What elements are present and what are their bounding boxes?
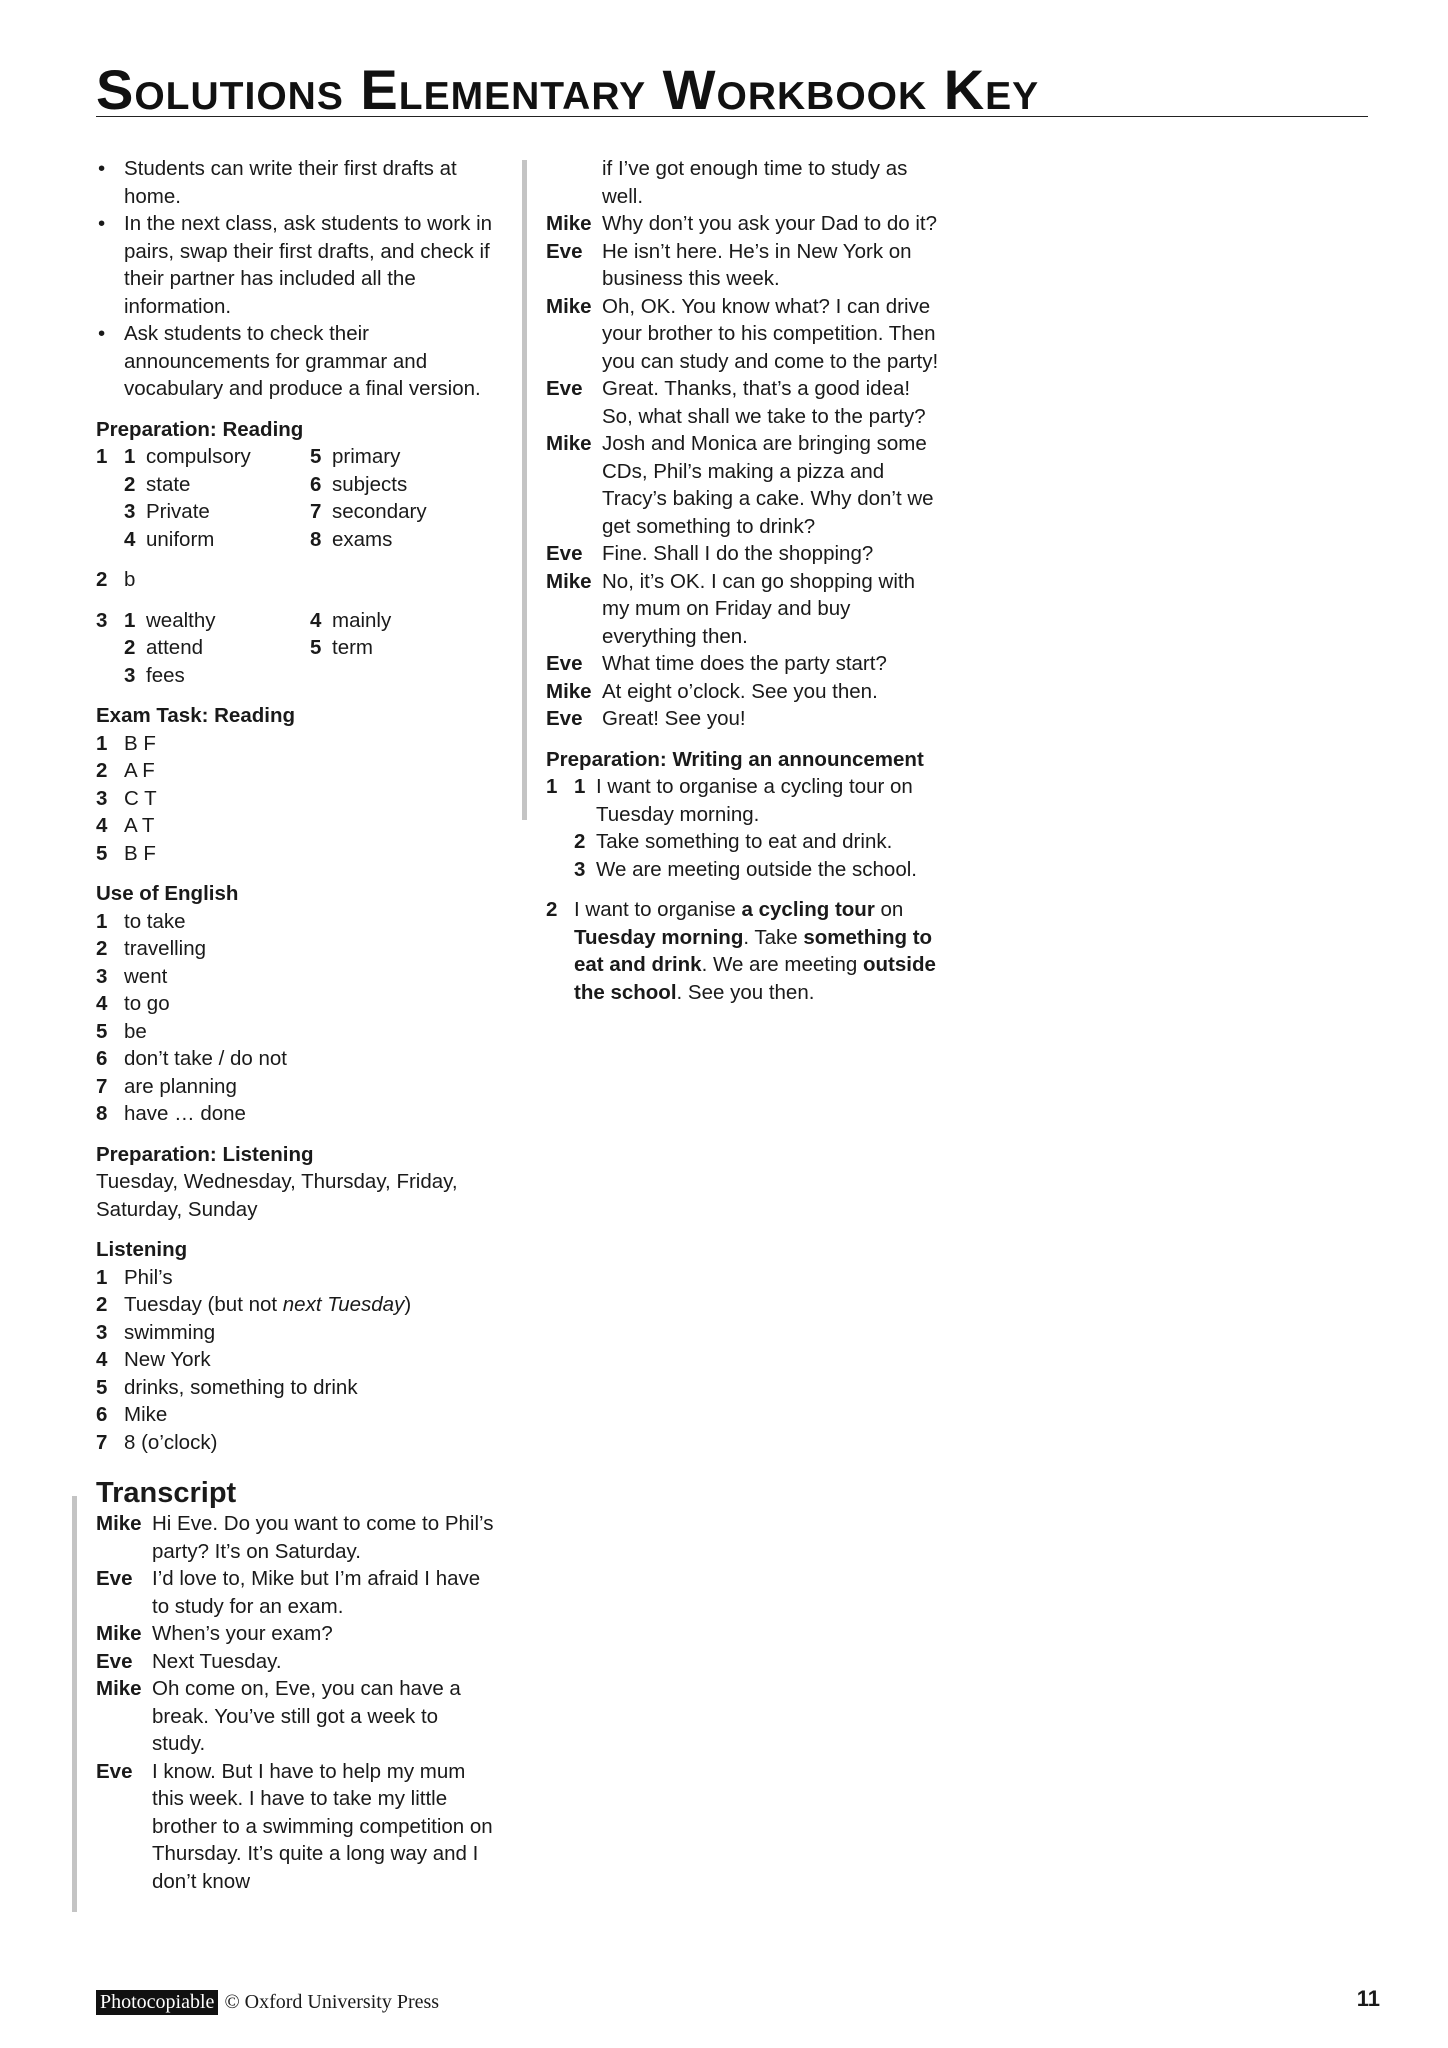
item-number: 5 [310, 636, 322, 659]
dialogue-line: Eve What time does the party start? [546, 652, 887, 675]
transcript-heading: Transcript [96, 1477, 237, 1509]
list-item: 3 swimming [96, 1320, 216, 1344]
question-number: 3 [96, 608, 108, 632]
list-item: 1 Phil’s [96, 1265, 173, 1289]
question-number: 1 [546, 775, 558, 798]
dialogue-line: Eve Great. Thanks, that’s a good idea! So, what shall we take to the party? [546, 377, 926, 428]
announcement-text: I want to organise a cycling tour on Tuesday morning. Take something to eat and drink. We are meeting outside the school. See you then. [574, 898, 936, 1004]
answer: uniform [146, 527, 215, 551]
section-heading: Preparation: Listening [96, 1142, 314, 1166]
prep-reading-q1 [96, 443, 496, 553]
answer: wealthy [146, 608, 216, 632]
list-item: • In the next class, ask students to work in pairs, swap their first drafts, and check if their partner has included all the information. [96, 210, 496, 320]
answer: Private [146, 500, 210, 523]
question-number: 2 [96, 568, 108, 591]
item-number: 1 [124, 445, 136, 468]
dialogue-line: Eve I’d love to, Mike but I’m afraid I have to study for an exam. [96, 1567, 481, 1618]
dialogue-line: Mike Hi Eve. Do you want to come to Phil’s party? It’s on Saturday. [96, 1512, 494, 1563]
dialogue-line: Eve Next Tuesday. [96, 1649, 282, 1673]
transcript-left [96, 1510, 496, 1895]
footer [96, 1990, 439, 2015]
item-number: 4 [310, 608, 322, 632]
item-number: 2 [124, 472, 136, 496]
item-number: 4 [124, 527, 136, 551]
list-item: 5 B F [96, 841, 156, 865]
copyright: © Oxford University Press [224, 1991, 440, 2013]
section-heading: Preparation: Writing an announcement [546, 747, 924, 771]
left-column [96, 155, 496, 1895]
section-heading: Exam Task: Reading [96, 704, 295, 727]
list-item: 6 Mike [96, 1403, 168, 1426]
right-column [546, 155, 946, 1006]
answer: subjects [332, 472, 408, 496]
dialogue-line: if I’ve got enough time to study as well. [602, 157, 908, 208]
answer: mainly [332, 608, 392, 632]
question-number: 2 [546, 898, 558, 921]
section-heading: Listening [96, 1238, 188, 1261]
dialogue-line: Eve I know. But I have to help my mum this week. I have to take my little brother to a swimming competition on Thursday. It’s quite a long way and I don’t know [96, 1759, 493, 1893]
list-item: 3 We are meeting outside the school. [574, 857, 917, 881]
list-item: 2 travelling [96, 937, 207, 960]
prep-reading-q3 [96, 607, 496, 690]
answer: term [332, 636, 373, 659]
photocopiable-badge: Photocopiable [96, 1990, 218, 2015]
list-item: 7 8 (o’clock) [96, 1430, 218, 1454]
list-item: • Ask students to check their announcements for grammar and vocabulary and produce a final version. [96, 320, 496, 403]
item-number: 8 [310, 527, 322, 551]
section-heading: Preparation: Reading [96, 417, 304, 441]
answer: secondary [332, 500, 427, 523]
dialogue-line: Mike Josh and Monica are bringing some CDs, Phil’s making a pizza and Tracy’s baking a cake. Why don’t we get something to drink? [546, 432, 934, 538]
dialogue-line: Mike Oh, OK. You know what? I can drive your brother to his competition. Then you can study and come to the party! [546, 294, 939, 373]
transcript-bar-right [522, 160, 527, 820]
page-title: Solutions Elementary Workbook Key [96, 58, 1040, 121]
listening-list [96, 1264, 496, 1457]
transcript-right [546, 155, 946, 733]
list-item: 1 B F [96, 731, 156, 755]
answer: state [146, 472, 191, 496]
section-heading: Use of English [96, 882, 239, 905]
list-item: 4 to go [96, 992, 170, 1015]
prep-writing-q2 [546, 896, 946, 1006]
prep-writing-q1 [546, 773, 946, 883]
prep-listening-text: Tuesday, Wednesday, Thursday, Friday, Saturday, Sunday [96, 1170, 458, 1221]
item-number: 5 [310, 445, 322, 468]
page-number: 11 [1356, 1986, 1380, 2011]
item-number: 3 [124, 500, 136, 523]
list-item: • Students can write their first drafts at home. [96, 155, 496, 210]
list-item: 2 Take something to eat and drink. [574, 830, 893, 853]
list-item: 3 went [96, 964, 168, 988]
dialogue-line: Eve Great! See you! [546, 707, 746, 730]
dialogue-line: Mike No, it’s OK. I can go shopping with my mum on Friday and buy everything then. [546, 569, 915, 648]
exam-task-list [96, 730, 496, 868]
list-item: 6 don’t take / do not [96, 1047, 287, 1070]
title-rule [96, 116, 1368, 117]
list-item: 7 are planning [96, 1074, 237, 1098]
list-item: 8 have … done [96, 1102, 246, 1125]
item-number: 7 [310, 500, 322, 523]
dialogue-line: Eve Fine. Shall I do the shopping? [546, 542, 874, 565]
item-number: 3 [124, 663, 136, 687]
intro-bullets [96, 155, 496, 403]
list-item: 1 to take [96, 909, 186, 933]
list-item: 4 New York [96, 1348, 211, 1371]
answer: b [124, 568, 136, 591]
item-number: 2 [124, 636, 136, 659]
list-item: 4 A T [96, 814, 155, 837]
list-item: 3 C T [96, 786, 157, 810]
answer: primary [332, 445, 401, 468]
question-number: 1 [96, 445, 108, 468]
dialogue-line: Mike At eight o’clock. See you then. [546, 679, 878, 703]
answer: fees [146, 663, 185, 687]
list-item: 5 drinks, something to drink [96, 1375, 358, 1399]
list-item: 2 Tuesday (but not next Tuesday) [96, 1293, 412, 1316]
transcript-bar-left [72, 1496, 77, 1912]
use-of-english-list [96, 908, 496, 1128]
prep-reading-q2 [96, 566, 496, 594]
list-item: 1 I want to organise a cycling tour on Tuesday morning. [574, 775, 913, 826]
answer: attend [146, 636, 203, 659]
dialogue-line: Eve He isn’t here. He’s in New York on business this week. [546, 239, 912, 290]
answer: compulsory [146, 445, 251, 468]
dialogue-line: Mike When’s your exam? [96, 1622, 333, 1645]
answer: exams [332, 527, 393, 551]
item-number: 1 [124, 608, 136, 632]
item-number: 6 [310, 472, 322, 496]
dialogue-line: Mike Why don’t you ask your Dad to do it? [546, 212, 938, 235]
list-item: 5 be [96, 1019, 147, 1043]
list-item: 2 A F [96, 759, 155, 782]
dialogue-line: Mike Oh come on, Eve, you can have a break. You’ve still got a week to study. [96, 1677, 461, 1755]
